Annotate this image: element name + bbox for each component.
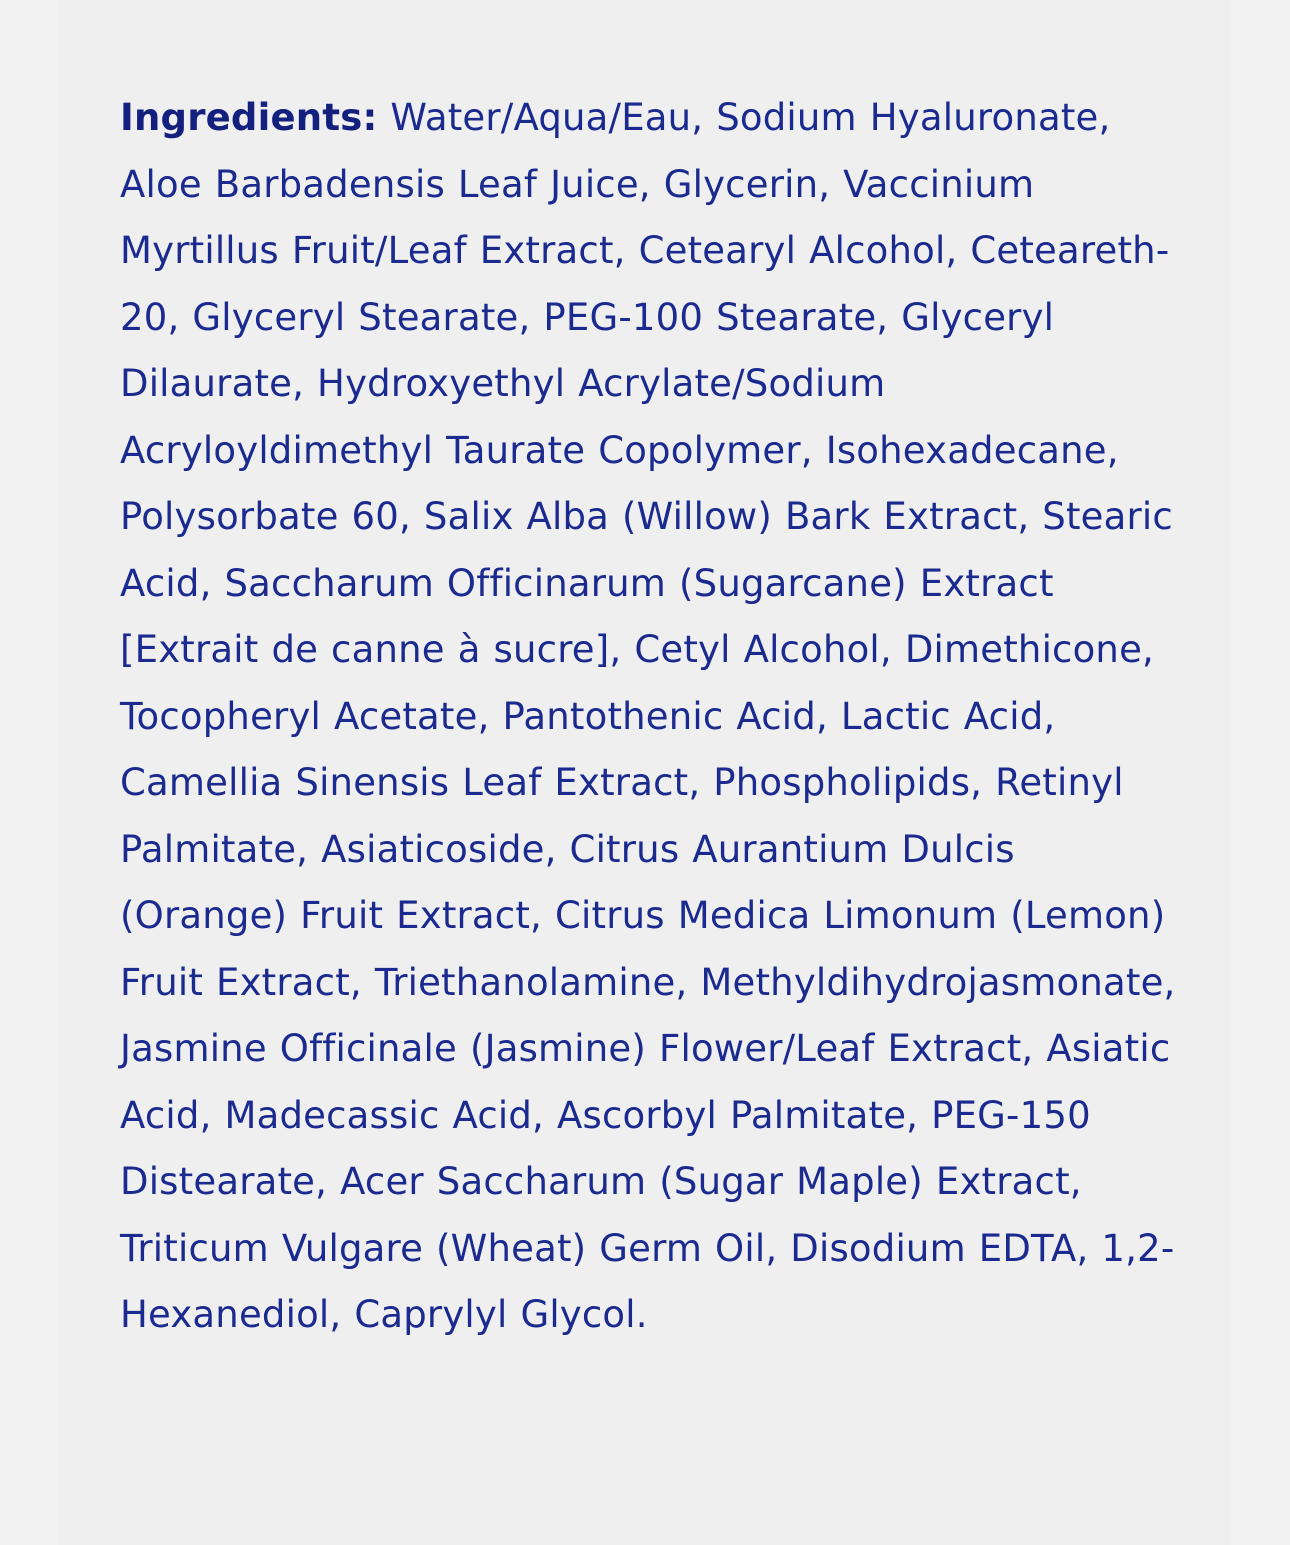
ingredients-list-text: Water/Aqua/Eau, Sodium Hyaluronate, Aloe Barbadensis Leaf Juice, Glycerin, Vaccinium Myrtillus Fruit/Leaf Extract, Cetearyl Alcohol, Ceteareth-20, Glyceryl Stearate, PEG-100 Stearate, Glyceryl Dilaurate, Hydroxyethyl Acrylate/Sodium Acryloyldimethyl Taurate Copolymer, Isohexadecane, Polysorbate 60, Salix Alba (Willow) Bark Extract, Stearic Acid, Saccharum Officinarum (Sugarcane) Extract [Extrait de canne à sucre], Cetyl Alcohol, Dimethicone, Tocopheryl Acetate, Pantothenic Acid, Lactic Acid, Camellia Sinensis Leaf Extract, Phospholipids, Retinyl Palmitate, Asiaticoside, Citrus Aurantium Dulcis (Orange) Fruit Extract, Citrus Medica Limonum (Lemon) Fruit Extract, Triethanolamine, Methyldihydrojasmonate, Jasmine Officinale (Jasmine) Flower/Leaf Extract, Asiatic Acid, Madecassic Acid, Ascorbyl Palmitate, PEG-150 Distearate, Acer Saccharum (Sugar Maple) Extract, Triticum Vulgare (Wheat) Germ Oil, Disodium EDTA, 1,2-Hexanediol, Caprylyl Glycol. [120,96,1176,1336]
ingredients-label: Ingredients: [120,96,378,139]
ingredients-paragraph [120,85,1180,1349]
ingredients-panel [59,0,1231,1545]
